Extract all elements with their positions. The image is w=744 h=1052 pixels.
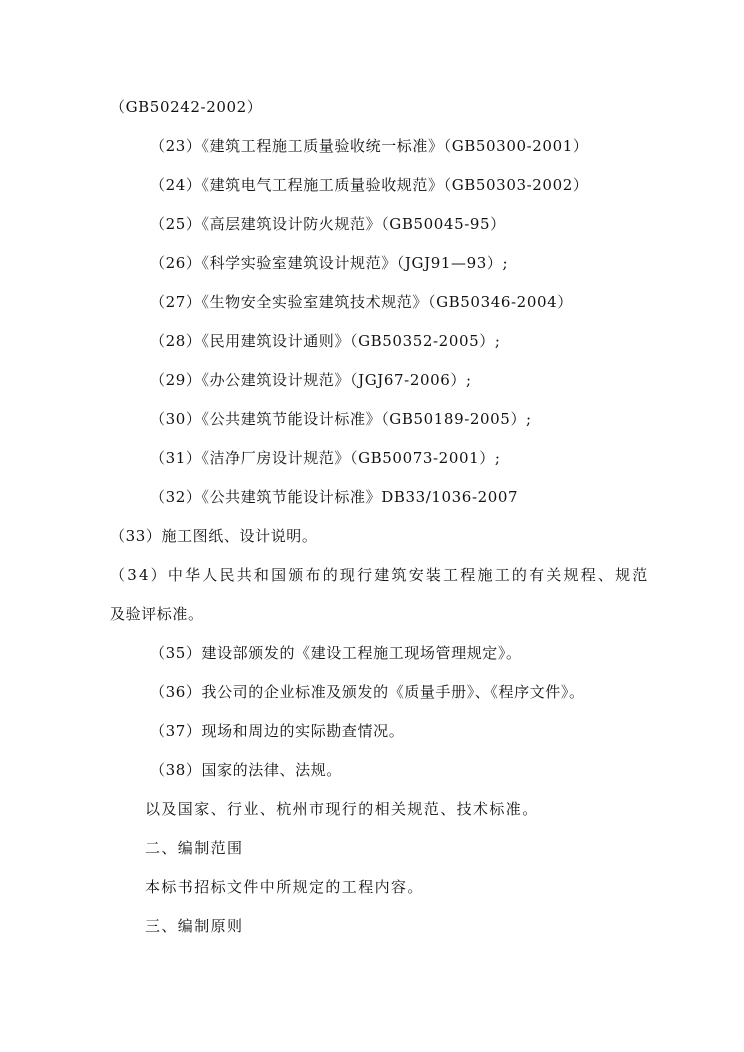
- list-item-33: （33）施工图纸、设计说明。: [110, 527, 318, 545]
- list-item-37: （37）现场和周边的实际勘查情况。: [150, 722, 405, 740]
- list-item-27: （27）《生物安全实验室建筑技术规范》（GB50346-2004）: [150, 293, 573, 311]
- list-item-26: （26）《科学实验室建筑设计规范》（JGJ91—93）;: [150, 254, 509, 272]
- scope-paragraph: 本标书招标文件中所规定的工程内容。: [145, 878, 424, 896]
- list-item-29: （29）《办公建筑设计规范》（JGJ67-2006）;: [150, 371, 472, 389]
- list-item-38: （38）国家的法律、法规。: [150, 761, 342, 779]
- list-item-30: （30）《公共建筑节能设计标准》（GB50189-2005）;: [150, 410, 532, 428]
- list-item-36: （36）我公司的企业标准及颁发的《质量手册》、《程序文件》。: [150, 683, 585, 701]
- list-item-34-continuation: 及验评标准。: [110, 605, 204, 623]
- list-item-32: （32）《公共建筑节能设计标准》DB33/1036-2007: [150, 488, 519, 506]
- list-item-24: （24）《建筑电气工程施工质量验收规范》（GB50303-2002）: [150, 176, 589, 194]
- list-item-23: （23）《建筑工程施工质量验收统一标准》（GB50300-2001）: [150, 137, 589, 155]
- list-item-35: （35）建设部颁发的《建设工程施工现场管理规定》。: [150, 644, 522, 662]
- list-item-31: （31）《洁净厂房设计规范》（GB50073-2001）;: [150, 449, 501, 467]
- section-heading-scope: 二、编制范围: [145, 839, 244, 857]
- section-heading-principles: 三、编制原则: [145, 917, 244, 935]
- list-item-34: （34）中华人民共和国颁布的现行建筑安装工程施工的有关规程、规范: [110, 566, 650, 584]
- standard-ref-continuation: （GB50242-2002）: [110, 98, 263, 116]
- summary-paragraph: 以及国家、行业、杭州市现行的相关规范、技术标准。: [145, 800, 539, 818]
- list-item-28: （28）《民用建筑设计通则》（GB50352-2005）;: [150, 332, 501, 350]
- list-item-25: （25）《高层建筑设计防火规范》（GB50045-95）: [150, 215, 506, 233]
